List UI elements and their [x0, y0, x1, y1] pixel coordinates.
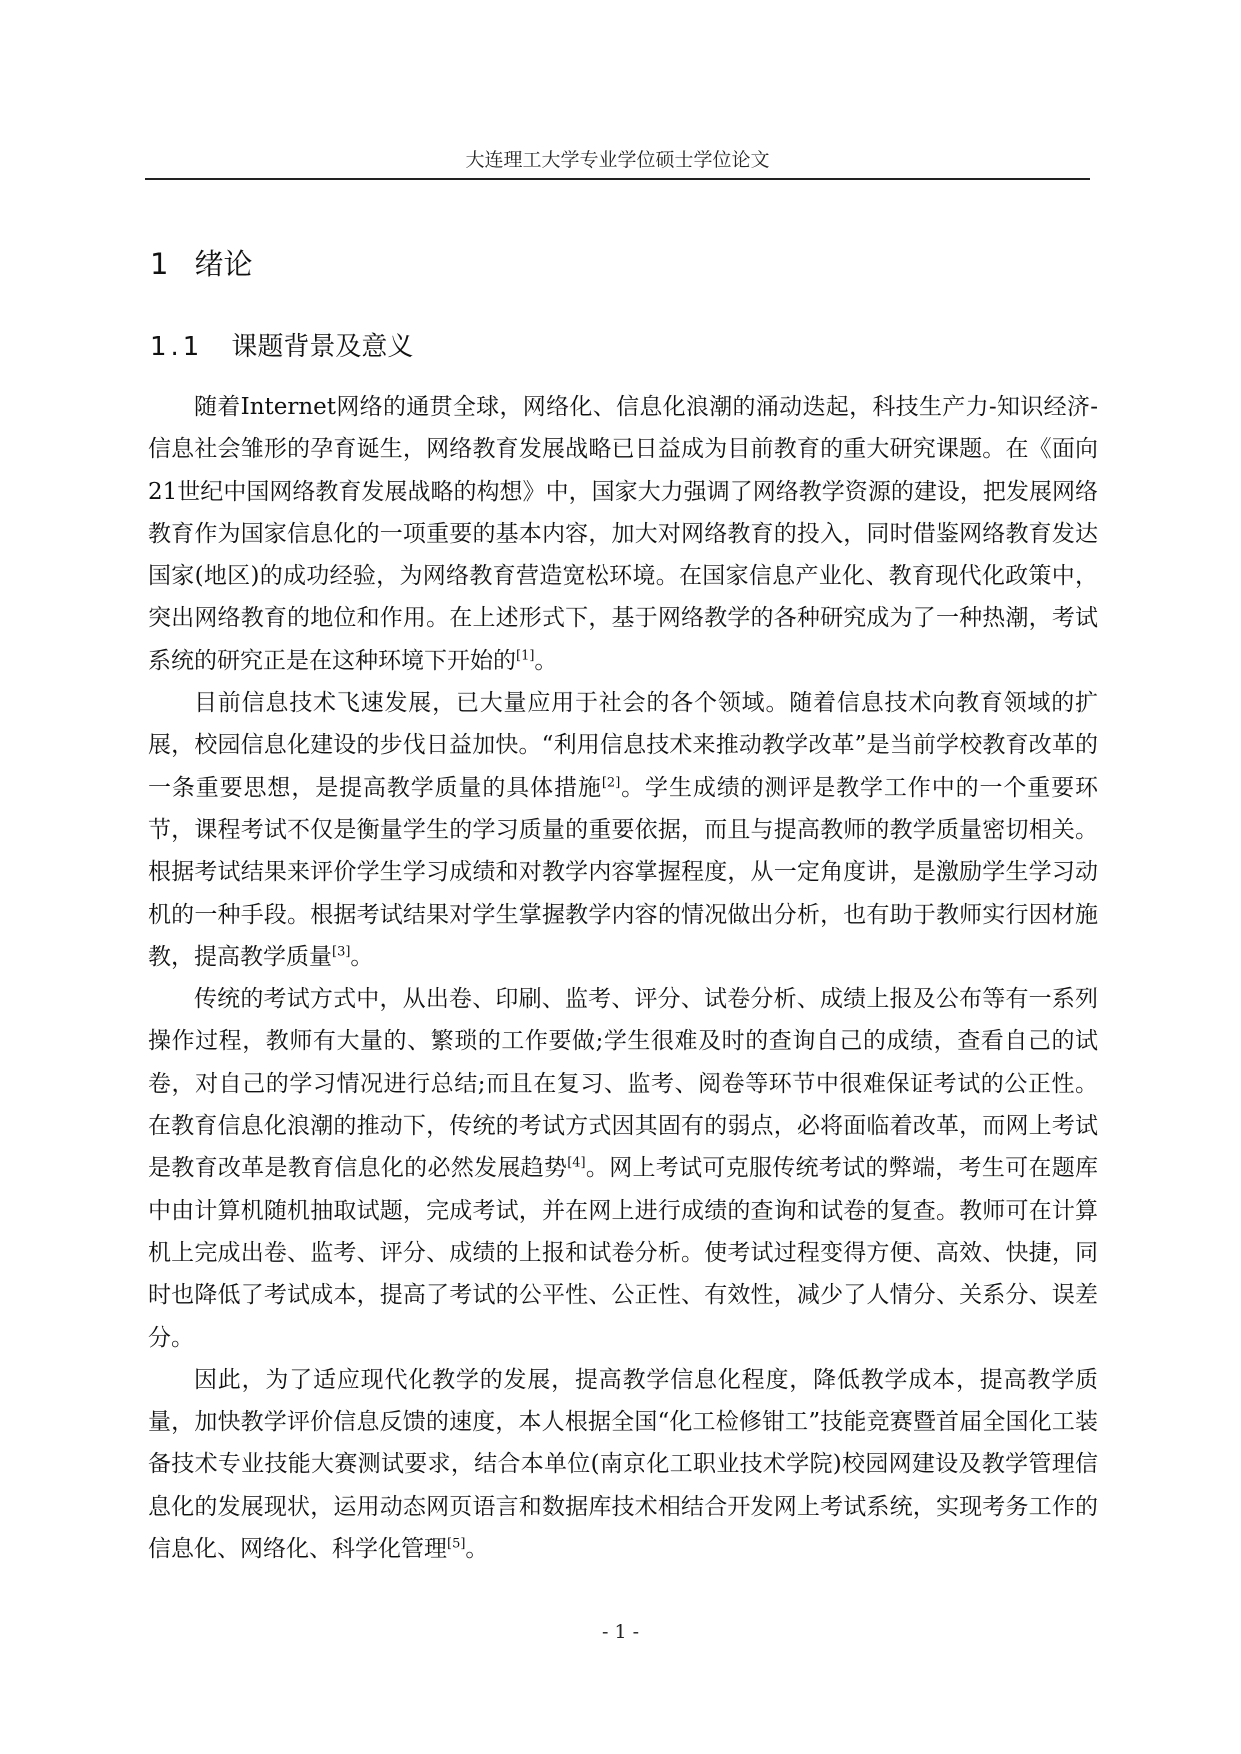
citation: [5]	[447, 1536, 466, 1552]
paragraph-text: 因此，为了适应现代化教学的发展，提高教学信息化程度，降低教学成本，提高教学质量，加快教学评价信息反馈的速度，本人根据全国“化工检修钳工”技能竞赛暨首届全国化工装备技术专业技能大赛测试要求，结合本单位(南京化工职业技术学院)校园网建设及教学管理信息化的发展现状，运用动态网页语言和数据库技术相结合开发网上考试系统，实现考务工作的信息化、网络化、科学化管理	[148, 1366, 1098, 1563]
section-heading	[150, 330, 413, 364]
paragraph	[148, 1359, 1098, 1570]
paragraph-text: 。	[350, 943, 374, 970]
paragraph-text: 传统的考试方式中，从出卷、印刷、监考、评分、试卷分析、成绩上报及公布等有一系列操作过程，教师有大量的、繁琐的工作要做;学生很难及时的查询自己的成绩，查看自己的试卷，对自己的学习情况进行总结;而且在复习、监考、阅卷等环节中很难保证考试的公正性。在教育信息化浪潮的推动下，传统的考试方式因其固有的弱点，必将面临着改革，而网上考试是教育改革是教育信息化的必然发展趋势	[148, 986, 1098, 1182]
chapter-number: 1	[150, 247, 169, 281]
citation: [2]	[601, 775, 621, 791]
paragraph	[148, 682, 1098, 978]
citation: [4]	[567, 1155, 586, 1171]
paragraph	[148, 978, 1098, 1359]
chapter-title: 绪论	[194, 247, 253, 281]
paragraph-text: 。	[534, 647, 558, 674]
running-header: 大连理工大学专业学位硕士学位论文	[465, 149, 770, 171]
citation: [1]	[516, 648, 535, 664]
paragraph	[148, 386, 1098, 682]
paragraph-text: 目前信息技术飞速发展，已大量应用于社会的各个领域。随着信息技术向教育领域的扩展，校园信息化建设的步伐日益加快。“利用信息技术来推动教学改革”是当前学校教育改革的一条重要思想，是提高教学质量的具体措施	[148, 690, 1098, 801]
paragraph-text: 随着Internet网络的通贯全球，网络化、信息化浪潮的涌动迭起，科技生产力-知识经济-信息社会雏形的孕育诞生，网络教育发展战略已日益成为目前教育的重大研究课题。在《面向21世纪中国网络教育发展战略的构想》中，国家大力强调了网络教学资源的建设，把发展网络教育作为国家信息化的一项重要的基本内容，加大对网络教育的投入，同时借鉴网络教育发达国家(地区)的成功经验，为网络教育营造宽松环境。在国家信息产业化、教育现代化政策中，突出网络教育的地位和作用。在上述形式下，基于网络教学的各种研究成为了一种热潮，考试系统的研究正是在这种环境下开始的	[148, 394, 1098, 674]
citation: [3]	[332, 944, 351, 960]
section-number: 1.1	[150, 332, 204, 362]
section-title: 课题背景及意义	[231, 332, 414, 362]
paragraph-text: 。	[465, 1536, 489, 1563]
paragraph-text: 。学生成绩的测评是教学工作中的一个重要环节，课程考试不仅是衡量学生的学习质量的重要依据，而且与提高教师的教学质量密切相关。根据考试结果来评价学生学习成绩和对教学内容掌握程度，从一定角度讲，是激励学生学习动机的一种手段。根据考试结果对学生掌握教学内容的情况做出分析，也有助于教师实行因材施教，提高教学质量	[148, 774, 1099, 970]
page-number: - 1 -	[601, 1621, 639, 1643]
header-rule	[145, 178, 1090, 180]
paragraph-text: 。网上考试可克服传统考试的弊端，考生可在题库中由计算机随机抽取试题，完成考试，并在网上进行成绩的查询和试卷的复查。教师可在计算机上完成出卷、监考、评分、成绩的上报和试卷分析。使考试过程变得方便、高效、快捷，同时也降低了考试成本，提高了考试的公平性、公正性、有效性，减少了人情分、关系分、误差分。	[148, 1155, 1099, 1351]
chapter-heading	[150, 246, 252, 282]
body-text	[148, 386, 1098, 1570]
